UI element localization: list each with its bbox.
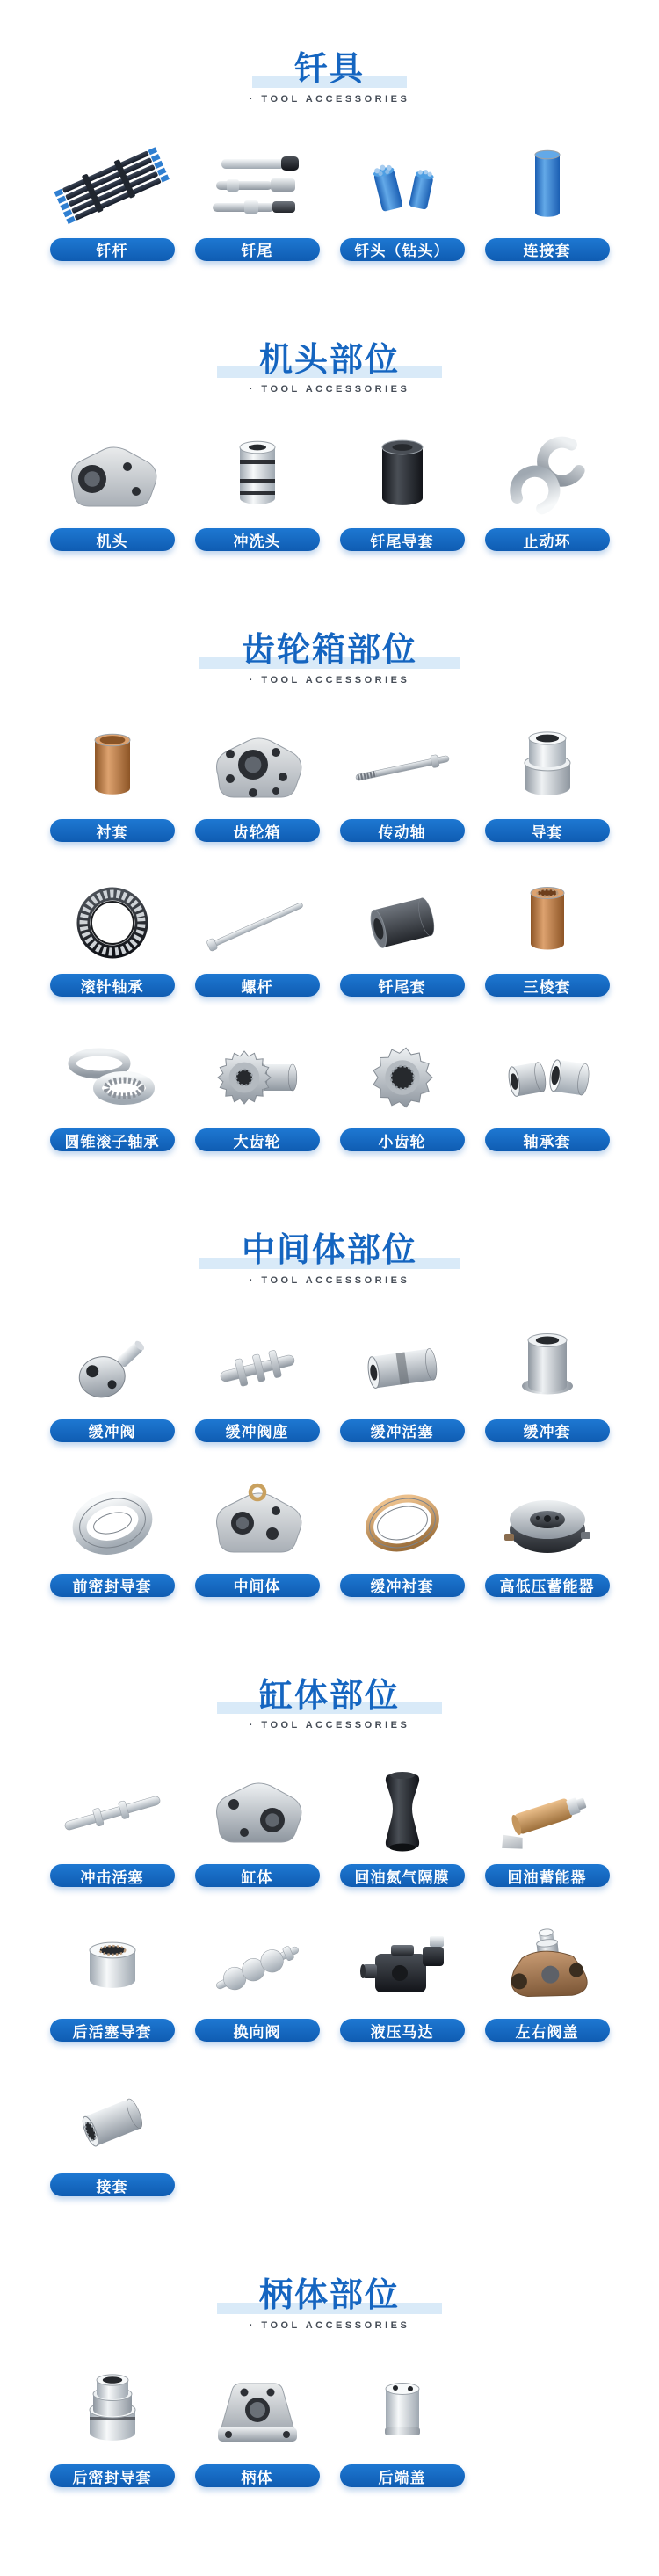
- product-label: 中间体: [233, 1578, 281, 1596]
- product-label: 钎尾套: [378, 978, 426, 996]
- product-label-pill[interactable]: [485, 2019, 610, 2042]
- product-label: 左右阀盖: [515, 2023, 579, 2041]
- drive-shaft-icon[interactable]: [337, 724, 468, 812]
- product-label-pill[interactable]: [195, 1574, 320, 1597]
- product-grid: [0, 1769, 659, 2196]
- section-title: [259, 2277, 400, 2316]
- section-title-text: 中间体部位: [241, 1232, 417, 1270]
- product-item: [40, 1924, 185, 2042]
- product-grid: [0, 1324, 659, 1597]
- product-label: 钎尾: [241, 243, 273, 260]
- impact-piston-icon[interactable]: [47, 1769, 178, 1857]
- product-label-pill[interactable]: [340, 1128, 465, 1151]
- nitrogen-diaphragm-icon[interactable]: [337, 1769, 468, 1857]
- buffer-piston-icon[interactable]: [337, 1324, 468, 1412]
- drill-rods-icon[interactable]: [47, 143, 178, 231]
- product-label: 回油蓄能器: [507, 1869, 587, 1886]
- product-item: [474, 433, 619, 551]
- product-label-pill[interactable]: [195, 1128, 320, 1151]
- product-label-pill[interactable]: [195, 2464, 320, 2487]
- product-label: 轴承套: [523, 1133, 571, 1150]
- product-item: [330, 2369, 474, 2487]
- product-label: 机头: [96, 533, 128, 550]
- product-label: 液压马达: [370, 2023, 434, 2041]
- product-label-pill[interactable]: [485, 819, 610, 842]
- section-subtitle: · TOOL ACCESSORIES: [249, 2320, 410, 2332]
- product-label-pill[interactable]: [195, 238, 320, 261]
- product-item: [185, 433, 330, 551]
- hydraulic-motor-icon[interactable]: [337, 1924, 468, 2012]
- product-label-pill[interactable]: [340, 2464, 465, 2487]
- product-label-pill[interactable]: [485, 238, 610, 261]
- product-label-pill[interactable]: [195, 1419, 320, 1442]
- section-header: [0, 1678, 659, 1731]
- section-title-text: 钎具: [293, 51, 365, 88]
- product-label-pill[interactable]: [340, 2019, 465, 2042]
- product-item: [185, 1479, 330, 1597]
- product-label: 回油氮气隔膜: [354, 1869, 450, 1886]
- section-3: [0, 632, 659, 1151]
- product-item: [40, 2369, 185, 2487]
- buffer-sleeve-icon[interactable]: [482, 1324, 613, 1412]
- product-item: [474, 724, 619, 842]
- product-label-pill[interactable]: [340, 1419, 465, 1442]
- adapter-sleeve-icon[interactable]: [47, 2079, 178, 2166]
- rear-piston-sleeve-icon[interactable]: [47, 1924, 178, 2012]
- product-label: 连接套: [523, 243, 571, 260]
- product-label: 螺杆: [241, 978, 273, 996]
- product-label-pill[interactable]: [50, 819, 175, 842]
- product-label-pill[interactable]: [50, 528, 175, 551]
- shank-adapter-icon[interactable]: [192, 143, 323, 231]
- product-label: 滚针轴承: [80, 978, 144, 996]
- product-label-pill[interactable]: [50, 1574, 175, 1597]
- product-item: [40, 433, 185, 551]
- product-label: 钎尾导套: [370, 533, 434, 550]
- product-item: [185, 1769, 330, 1887]
- product-label-pill[interactable]: [485, 1864, 610, 1887]
- section-header: [0, 342, 659, 395]
- product-item: [330, 1479, 474, 1597]
- product-label-pill[interactable]: [50, 1864, 175, 1887]
- product-item: [330, 1769, 474, 1887]
- section-header: [0, 632, 659, 686]
- product-label: 后活塞导套: [72, 2023, 152, 2041]
- product-item: [185, 1324, 330, 1442]
- product-label: 前密封导套: [72, 1578, 152, 1596]
- bearing-sleeve-icon[interactable]: [482, 1034, 613, 1121]
- product-label: 接套: [96, 2178, 128, 2195]
- product-item: [474, 143, 619, 261]
- product-item: [185, 724, 330, 842]
- product-grid: [0, 433, 659, 551]
- coupling-sleeve-icon[interactable]: [482, 143, 613, 231]
- product-label: 三棱套: [523, 978, 571, 996]
- product-label: 柄体: [241, 2469, 273, 2486]
- product-label-pill[interactable]: [485, 528, 610, 551]
- product-item: [330, 143, 474, 261]
- product-label: 钎杆: [96, 243, 128, 260]
- return-accumulator-icon[interactable]: [482, 1769, 613, 1857]
- product-label: 止动环: [523, 533, 571, 550]
- product-label-pill[interactable]: [195, 974, 320, 997]
- intermediate-body-icon[interactable]: [192, 1479, 323, 1567]
- rear-end-cap-icon[interactable]: [337, 2369, 468, 2457]
- product-label-pill[interactable]: [485, 1419, 610, 1442]
- product-label: 传动轴: [378, 824, 426, 841]
- product-item: [40, 1479, 185, 1597]
- taper-roller-bearing-icon[interactable]: [47, 1034, 178, 1121]
- product-label: 冲洗头: [233, 533, 281, 550]
- product-item: [40, 1324, 185, 1442]
- product-grid: [0, 2369, 659, 2487]
- product-label-pill[interactable]: [195, 1864, 320, 1887]
- product-item: [40, 143, 185, 261]
- product-label-pill[interactable]: [50, 974, 175, 997]
- product-item: [330, 1034, 474, 1151]
- section-title-text: 缸体部位: [258, 1677, 400, 1715]
- product-label: 圆锥滚子轴承: [64, 1133, 160, 1150]
- product-label-pill[interactable]: [340, 819, 465, 842]
- product-label: 齿轮箱: [233, 824, 281, 841]
- product-item: [330, 724, 474, 842]
- product-item: [330, 433, 474, 551]
- product-item: [40, 1769, 185, 1887]
- screw-rod-icon[interactable]: [192, 879, 323, 967]
- flushing-head-icon[interactable]: [192, 433, 323, 521]
- product-label: 钎头（钻头）: [354, 243, 450, 260]
- stop-ring-icon[interactable]: [482, 433, 613, 521]
- section-subtitle: · TOOL ACCESSORIES: [249, 93, 410, 105]
- product-label-pill[interactable]: [485, 974, 610, 997]
- product-label: 导套: [531, 824, 563, 841]
- product-grid: [0, 143, 659, 261]
- accumulator-icon[interactable]: [482, 1479, 613, 1567]
- section-title: [242, 1232, 417, 1271]
- section-2: [0, 342, 659, 552]
- product-label: 衬套: [96, 824, 128, 841]
- product-label: 后端盖: [378, 2469, 426, 2486]
- section-title-text: 机头部位: [258, 341, 400, 379]
- product-item: [185, 1034, 330, 1151]
- product-item: [330, 879, 474, 997]
- product-label-pill[interactable]: [50, 2019, 175, 2042]
- product-item: [474, 879, 619, 997]
- product-label: 大齿轮: [233, 1133, 281, 1150]
- cylinder-body-icon[interactable]: [192, 1769, 323, 1857]
- product-item: [40, 1034, 185, 1151]
- product-label: 后密封导套: [72, 2469, 152, 2486]
- shank-guide-sleeve-icon[interactable]: [337, 433, 468, 521]
- section-title: [294, 51, 365, 90]
- product-item: [185, 1924, 330, 2042]
- section-subtitle: · TOOL ACCESSORIES: [249, 384, 410, 395]
- product-item: [40, 724, 185, 842]
- shank-sleeve-icon[interactable]: [337, 879, 468, 967]
- product-item: [185, 879, 330, 997]
- product-label-pill[interactable]: [50, 1419, 175, 1442]
- product-label: 换向阀: [233, 2023, 281, 2041]
- product-item: [40, 879, 185, 997]
- buffer-bushing-icon[interactable]: [337, 1479, 468, 1567]
- section-title-text: 齿轮箱部位: [241, 632, 417, 670]
- section-title: [259, 1678, 400, 1716]
- section-title-text: 柄体部位: [258, 2277, 400, 2315]
- section-title: [259, 342, 400, 381]
- product-item: [330, 1324, 474, 1442]
- section-6: [0, 2277, 659, 2487]
- product-label: 冲击活塞: [80, 1869, 144, 1886]
- product-label: 缓冲阀: [88, 1424, 136, 1441]
- buffer-valve-icon[interactable]: [47, 1324, 178, 1412]
- product-label: 缓冲套: [523, 1424, 571, 1441]
- product-label-pill[interactable]: [50, 2173, 175, 2196]
- section-header: [0, 2277, 659, 2331]
- product-label-pill[interactable]: [195, 2019, 320, 2042]
- front-seal-sleeve-icon[interactable]: [47, 1479, 178, 1567]
- rear-seal-sleeve-icon[interactable]: [47, 2369, 178, 2457]
- product-label-pill[interactable]: [340, 1864, 465, 1887]
- product-label-pill[interactable]: [340, 1574, 465, 1597]
- buffer-valve-seat-icon[interactable]: [192, 1324, 323, 1412]
- valve-cover-icon[interactable]: [482, 1924, 613, 2012]
- product-label-pill[interactable]: [50, 1128, 175, 1151]
- section-subtitle: · TOOL ACCESSORIES: [249, 1720, 410, 1731]
- product-label-pill[interactable]: [485, 1128, 610, 1151]
- product-label-pill[interactable]: [485, 1574, 610, 1597]
- product-label: 缓冲衬套: [370, 1578, 434, 1596]
- product-item: [474, 1479, 619, 1597]
- product-label: 缸体: [241, 1869, 273, 1886]
- section-4: [0, 1232, 659, 1597]
- section-title: [242, 632, 417, 671]
- section-1: [0, 51, 659, 261]
- product-label: 高低压蓄能器: [499, 1578, 595, 1596]
- product-label: 小齿轮: [378, 1133, 426, 1150]
- product-label-pill[interactable]: [50, 238, 175, 261]
- product-item: [474, 1034, 619, 1151]
- product-label: 缓冲阀座: [225, 1424, 289, 1441]
- product-item: [474, 1324, 619, 1442]
- tri-spline-sleeve-icon[interactable]: [482, 879, 613, 967]
- product-item: [474, 1924, 619, 2042]
- product-item: [474, 1769, 619, 1887]
- product-item: [185, 2369, 330, 2487]
- product-grid: [0, 724, 659, 1151]
- bushing-icon[interactable]: [47, 724, 178, 812]
- section-header: [0, 1232, 659, 1286]
- section-5: [0, 1678, 659, 2197]
- large-gear-icon[interactable]: [192, 1034, 323, 1121]
- section-header: [0, 51, 659, 105]
- product-label: 缓冲活塞: [370, 1424, 434, 1441]
- product-label-pill[interactable]: [195, 528, 320, 551]
- handle-body-icon[interactable]: [192, 2369, 323, 2457]
- guide-sleeve-icon[interactable]: [482, 724, 613, 812]
- product-label-pill[interactable]: [340, 974, 465, 997]
- product-item: [40, 2079, 185, 2196]
- needle-bearing-icon[interactable]: [47, 879, 178, 967]
- product-label-pill[interactable]: [195, 819, 320, 842]
- gearbox-icon[interactable]: [192, 724, 323, 812]
- drill-bit-icon[interactable]: [337, 143, 468, 231]
- section-subtitle: · TOOL ACCESSORIES: [249, 1274, 410, 1286]
- section-subtitle: · TOOL ACCESSORIES: [249, 675, 410, 686]
- product-item: [330, 1924, 474, 2042]
- product-label-pill[interactable]: [340, 238, 465, 261]
- product-label-pill[interactable]: [50, 2464, 175, 2487]
- front-head-icon[interactable]: [47, 433, 178, 521]
- small-gear-icon[interactable]: [337, 1034, 468, 1121]
- product-label-pill[interactable]: [340, 528, 465, 551]
- reversing-valve-icon[interactable]: [192, 1924, 323, 2012]
- product-item: [185, 143, 330, 261]
